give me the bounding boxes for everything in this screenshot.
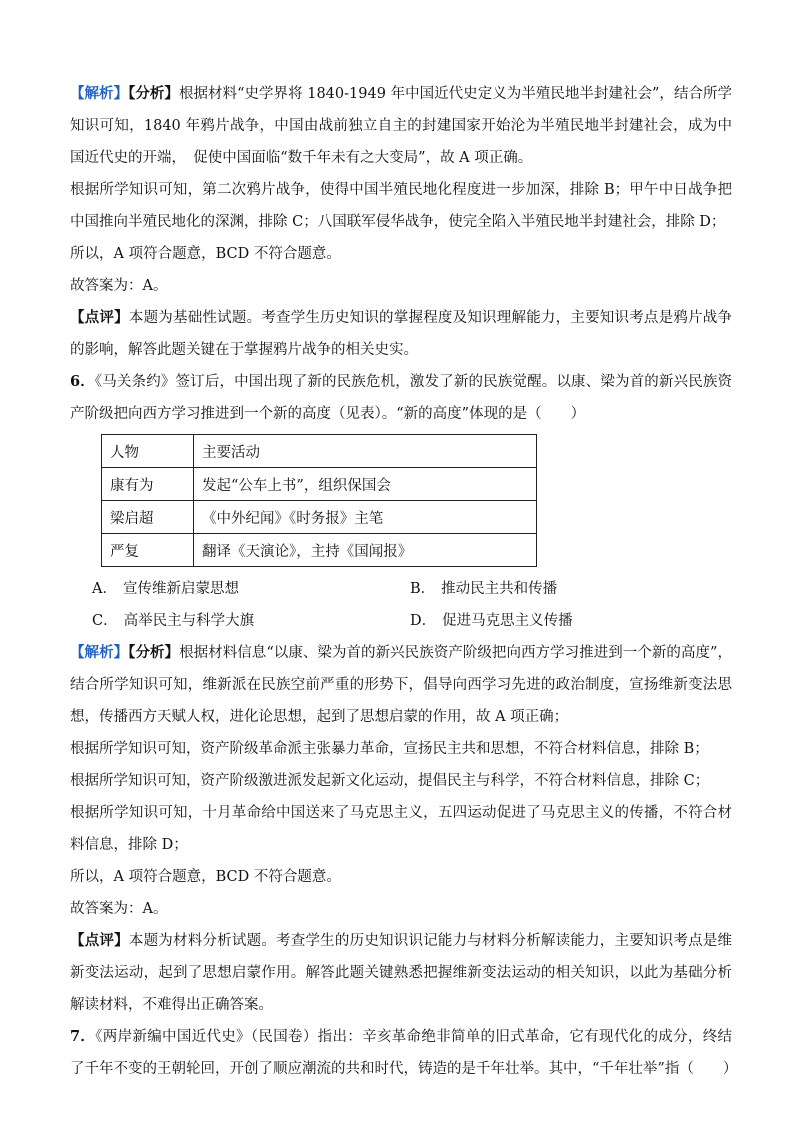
q6-answer: 故答案为：A。 xyxy=(70,901,168,917)
table-row xyxy=(102,534,537,567)
fenxi-tag: 【分析】 xyxy=(128,85,179,102)
option-label: B． xyxy=(410,581,436,597)
table-cell: 严复 xyxy=(102,534,194,567)
option-text: 高举民主与科学大旗 xyxy=(123,613,255,629)
q7-number: 7． xyxy=(70,1028,96,1045)
option-text: 促进马克思主义传播 xyxy=(442,613,573,629)
table-header-person: 人物 xyxy=(102,435,194,468)
table-cell: 翻译《天演论》，主持《国闻报》 xyxy=(194,534,537,567)
q6-material-table xyxy=(101,434,537,567)
option-b xyxy=(410,573,728,605)
table-header-row xyxy=(102,435,537,468)
q6-number: 6． xyxy=(70,373,95,390)
table-header-activity: 主要活动 xyxy=(194,435,537,468)
q5-answer: 故答案为：A。 xyxy=(70,278,168,294)
table-row xyxy=(102,501,537,534)
analysis-tag: 【解析】 xyxy=(70,85,129,102)
review-tag: 【点评】 xyxy=(70,932,129,949)
q6-exclude-c: 根据所学知识可知，资产阶级激进派发起新文化运动，提倡民主与科学，不符合材料信息，排除 C； xyxy=(70,773,710,789)
q6-stem-text: 《马关条约》签订后，中国出现了新的民族危机，激发了新的民族觉醒。以康、梁为首的新兴民族资产阶级把向西方学习推进到一个新的高度（见表）。“新的高度”体现的是（ ） xyxy=(70,374,732,422)
q6-review-text: 本题为材料分析试题。考查学生的历史知识识记能力与材料分析解读能力，主要知识考点是维新变法运动，起到了思想启蒙作用。解答此题关键熟悉把握维新变法运动的相关知识，以此为基础分析解读材料，不难得出正确答案。 xyxy=(70,933,733,1013)
q5-review xyxy=(70,302,732,366)
option-label: A． xyxy=(92,581,117,597)
q6-stem xyxy=(70,366,732,430)
fenxi-tag: 【分析】 xyxy=(128,644,180,661)
option-text: 宣传维新启蒙思想 xyxy=(122,581,239,597)
table-row xyxy=(102,468,537,501)
option-label: D． xyxy=(410,613,437,629)
option-c xyxy=(92,605,410,637)
q6-options xyxy=(92,573,732,637)
q7-stem-text: 《两岸新编中国近代史》（民国卷）指出：辛亥革命绝非简单的旧式革命，它有现代化的成分，终结了千年不变的王朝轮回，开创了顺应潮流的共和时代，铸造的是千年壮举。其中，“千年壮举”指（ ） xyxy=(70,1029,738,1077)
q6-exclude-b: 根据所学知识可知，资产阶级革命派主张暴力革命，宣扬民主共和思想，不符合材料信息，排除 B； xyxy=(70,741,709,757)
q5-analysis-text: 根据材料“史学界将 1840-1949 年中国近代史定义为半殖民地半封建社会”，结合所学知识可知，1840 年鸦片战争，中国由战前独立自主的封建国家开始沦为半殖民地半封建社会，成为中国近代史的开端， 促使中国面临“数千年未有之大变局”，故 A 项正确。 xyxy=(70,86,733,166)
q5-review-text: 本题为基础性试题。考查学生历史知识的掌握程度及知识理解能力，主要知识考点是鸦片战争的影响，解答此题关键在于掌握鸦片战争的相关史实。 xyxy=(70,310,733,358)
option-d xyxy=(410,605,728,637)
table-cell: 梁启超 xyxy=(102,501,194,534)
option-a xyxy=(92,573,410,605)
q6-conclusion: 所以，A 项符合题意，BCD 不符合题意。 xyxy=(70,869,341,885)
q6-analysis-text: 根据材料信息“以康、梁为首的新兴民族资产阶级把向西方学习推进到一个新的高度”，结合所学知识可知，维新派在民族空前严重的形势下，倡导向西学习先进的政治制度，宣扬维新变法思想，传播西方天赋人权，进化论思想，起到了思想启蒙的作用，故 A 项正确； xyxy=(70,645,733,725)
review-tag: 【点评】 xyxy=(70,309,129,326)
option-text: 推动民主共和传播 xyxy=(441,581,558,597)
document-page xyxy=(70,78,738,1085)
table-cell: 发起“公车上书”，组织保国会 xyxy=(194,468,537,501)
q5-exclude: 根据所学知识可知，第二次鸦片战争，使得中国半殖民地化程度进一步加深，排除 B；甲午中日战争把中国推向半殖民地化的深渊，排除 C；八国联军侵华战争，使完全陷入半殖民地半封建社会，排除 D； xyxy=(70,182,732,230)
option-label: C． xyxy=(92,613,118,629)
q5-analysis xyxy=(70,78,732,174)
q7-stem xyxy=(70,1021,738,1085)
table-cell: 《中外纪闻》《时务报》主笔 xyxy=(194,501,537,534)
analysis-tag: 【解析】 xyxy=(70,644,129,661)
q5-conclusion: 所以，A 项符合题意，BCD 不符合题意。 xyxy=(70,246,341,262)
table-cell: 康有为 xyxy=(102,468,194,501)
q6-review xyxy=(70,925,732,1021)
q6-exclude-d: 根据所学知识可知，十月革命给中国送来了马克思主义，五四运动促进了马克思主义的传播，不符合材料信息，排除 D； xyxy=(70,805,732,853)
q6-analysis xyxy=(70,637,732,733)
